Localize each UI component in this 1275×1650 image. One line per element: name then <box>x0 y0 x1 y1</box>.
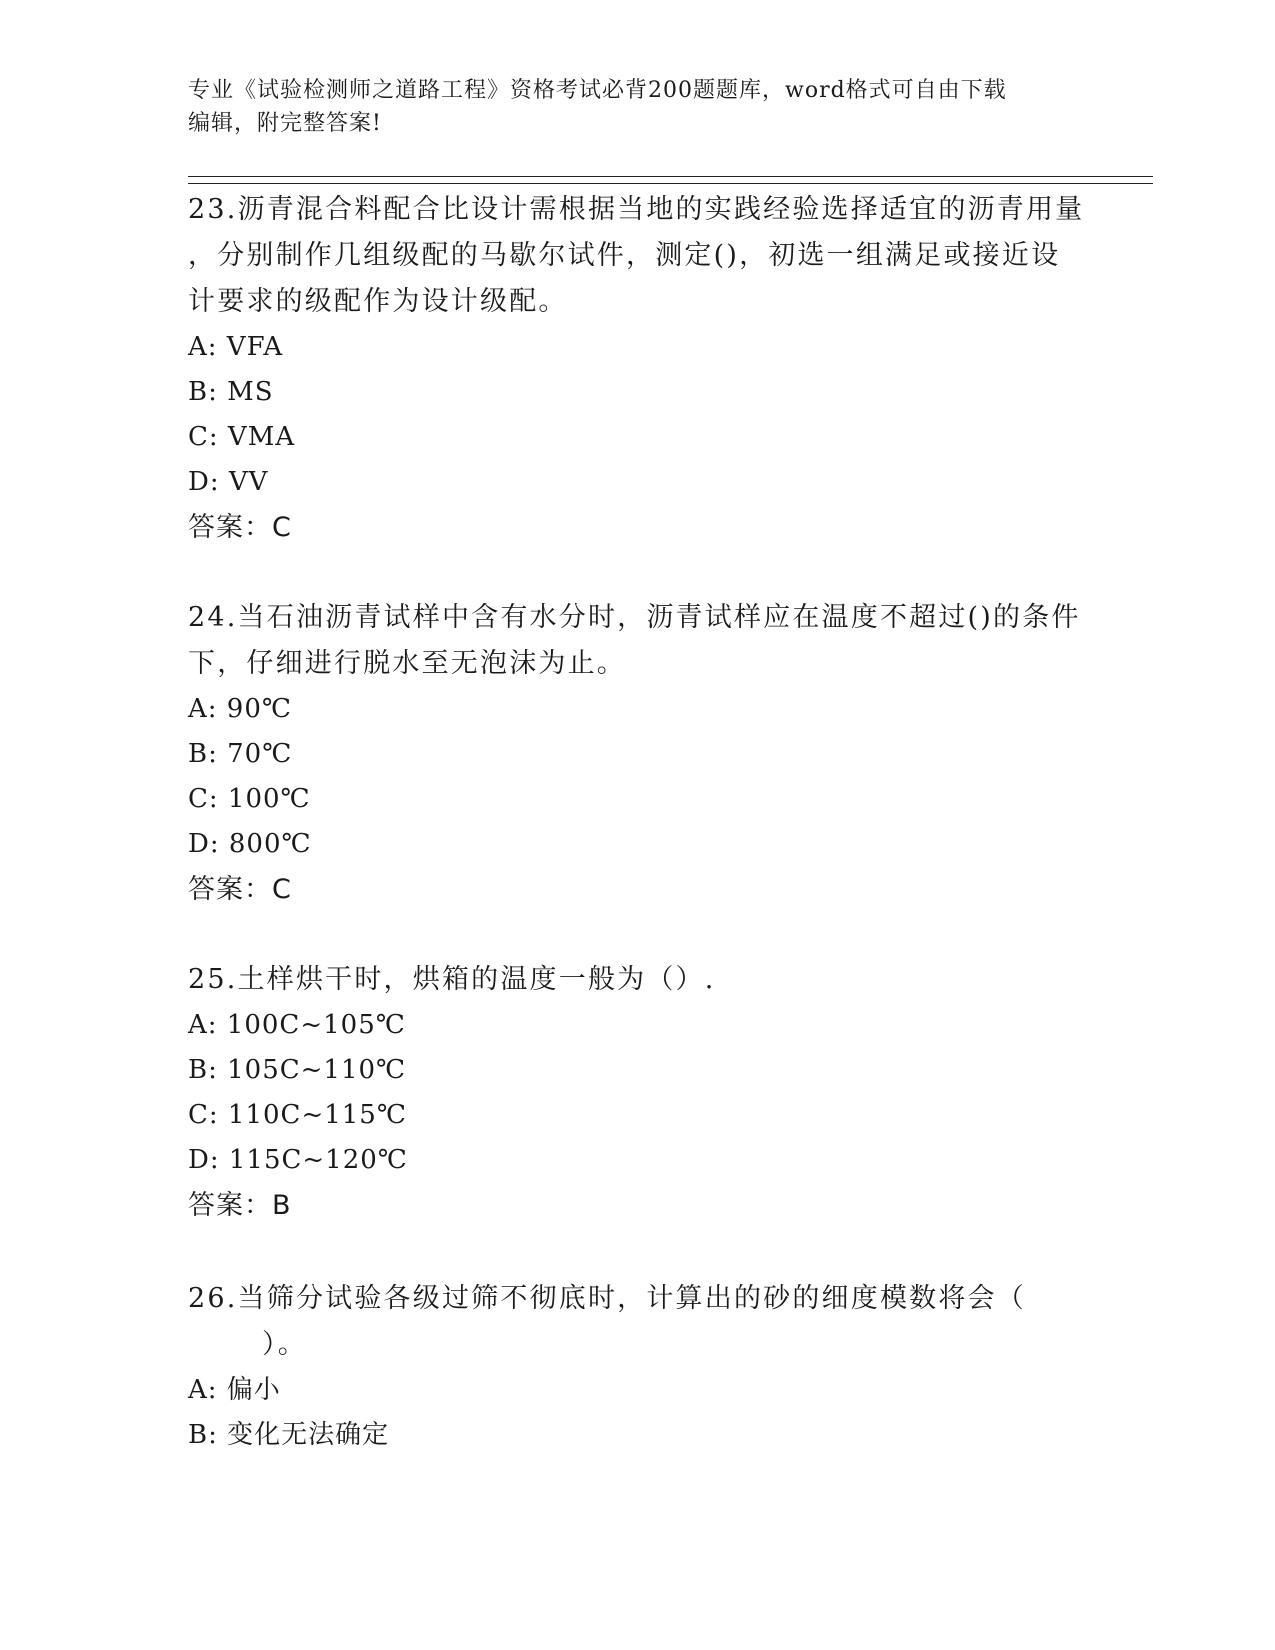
stem-line: 下，仔细进行脱水至无泡沫为止。 <box>188 648 626 679</box>
question-24 <box>188 595 1088 913</box>
header-divider-bottom <box>188 183 1153 184</box>
answer: 答案：B <box>188 1190 292 1221</box>
document-header <box>188 74 1068 140</box>
option-b: B: 变化无法确定 <box>188 1420 390 1450</box>
stem-line: 计要求的级配作为设计级配。 <box>188 286 568 317</box>
option-a: A: 90℃ <box>188 694 292 724</box>
header-line-2: 编辑，附完整答案! <box>188 111 382 136</box>
question-25 <box>188 957 1088 1229</box>
answer: 答案：C <box>188 512 292 543</box>
question-23 <box>188 187 1088 551</box>
option-c: C: VMA <box>188 422 296 452</box>
option-c: C: 100℃ <box>188 784 311 814</box>
question-stem <box>188 187 1088 325</box>
option-a: A: VFA <box>188 332 284 362</box>
stem-line: 25.土样烘干时，烘箱的温度一般为（）. <box>188 964 716 995</box>
stem-line: 24.当石油沥青试样中含有水分时，沥青试样应在温度不超过()的条件 <box>188 602 1081 633</box>
option-c: C: 110C~115℃ <box>188 1100 407 1130</box>
question-26 <box>188 1276 1088 1458</box>
option-d: D: 800℃ <box>188 829 312 859</box>
option-d: D: VV <box>188 467 269 497</box>
option-a: A: 偏小 <box>188 1375 281 1405</box>
option-b: B: 105C~110℃ <box>188 1055 407 1085</box>
header-divider-top <box>188 176 1153 177</box>
stem-line: ）。 <box>262 1329 307 1360</box>
stem-line: 23.沥青混合料配合比设计需根据当地的实践经验选择适宜的沥青用量 <box>188 194 1085 225</box>
answer: 答案：C <box>188 874 292 905</box>
option-d: D: 115C~120℃ <box>188 1145 408 1175</box>
stem-line: ，分别制作几组级配的马歇尔试件，测定()，初选一组满足或接近设 <box>188 240 1061 271</box>
question-stem <box>188 1276 1088 1368</box>
stem-line: 26.当筛分试验各级过筛不彻底时，计算出的砂的细度模数将会（ <box>188 1283 1026 1314</box>
question-stem <box>188 957 1088 1003</box>
question-stem <box>188 595 1088 687</box>
option-b: B: 70℃ <box>188 739 293 769</box>
option-b: B: MS <box>188 377 274 407</box>
header-line-1: 专业《试验检测师之道路工程》资格考试必背200题题库，word格式可自由下载 <box>188 78 1007 103</box>
option-a: A: 100C~105℃ <box>188 1010 406 1040</box>
